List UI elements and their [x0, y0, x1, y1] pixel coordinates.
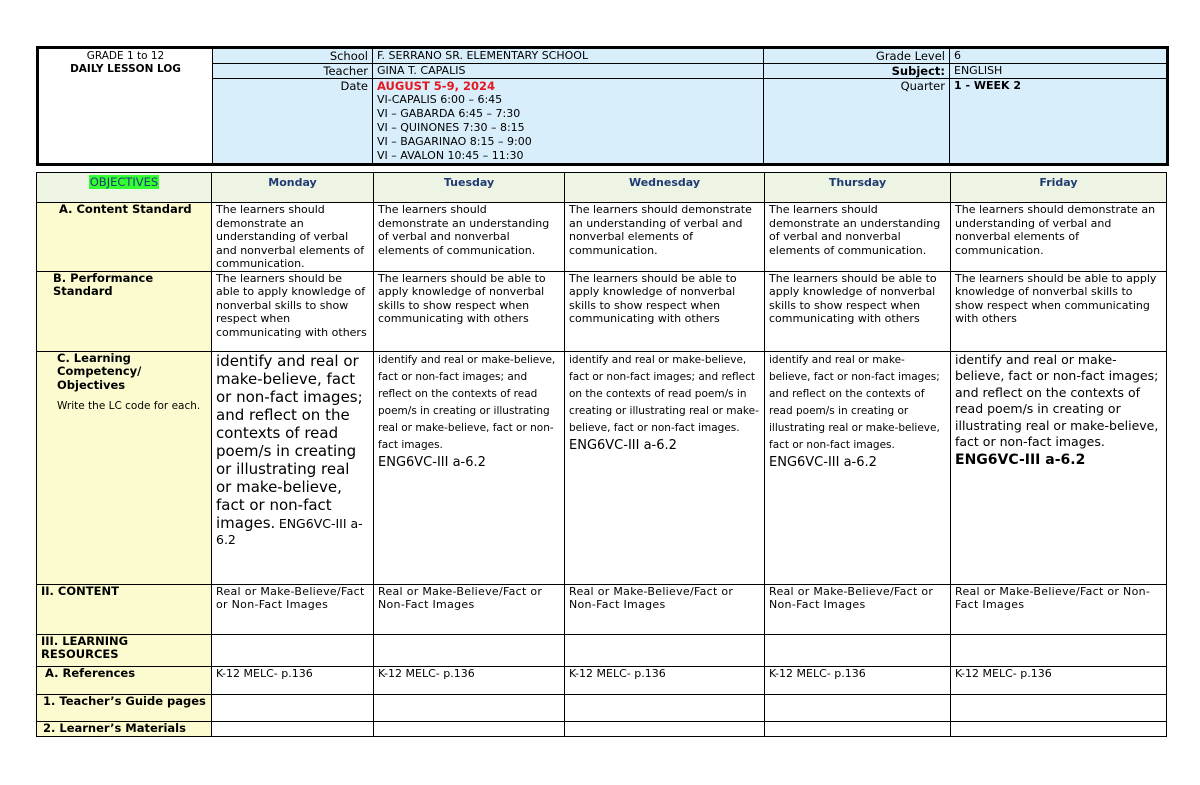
date-value: AUGUST 5-9, 2024 — [377, 79, 495, 93]
learning-resources-monday[interactable] — [212, 634, 374, 666]
learners-materials-label: 2. Learner’s Materials — [37, 721, 212, 736]
school-value[interactable]: F. SERRANO SR. ELEMENTARY SCHOOL — [373, 48, 764, 64]
competency-monday[interactable] — [212, 351, 374, 584]
competency-code: ENG6VC-III a-6.2 — [378, 454, 486, 470]
competency-friday[interactable] — [951, 351, 1167, 584]
content-standard-wednesday[interactable]: The learners should demonstrate an understanding of verbal and nonverbal elements of communication. — [565, 203, 765, 272]
lesson-grid — [36, 172, 1167, 737]
objectives-label: OBJECTIVES — [89, 175, 159, 189]
references-wednesday[interactable]: K-12 MELC- p.136 — [565, 666, 765, 694]
quarter-value[interactable]: 1 - WEEK 2 — [950, 79, 1168, 165]
schedule-line: VI-CAPALIS 6:00 – 6:45 — [377, 93, 503, 106]
performance-standard-label: B. Performance Standard — [37, 271, 212, 351]
references-monday[interactable]: K-12 MELC- p.136 — [212, 666, 374, 694]
competency-text: identify and real or make-believe, fact or non-fact images; and reflect on the contexts of read poem/s in creating or illustrating real or make-believe, fact or non-fact images. — [378, 353, 556, 451]
date-cell[interactable] — [373, 79, 764, 165]
competency-text: identify and real or make-believe, fact or non-fact images; and reflect on the contexts of read poem/s in creating or illustrating real or make-believe, fact or non-fact images. — [569, 353, 759, 434]
day-thursday: Thursday — [765, 173, 951, 203]
competency-label: C. Learning Competency/ Objectives — [57, 351, 142, 392]
teachers-guide-tuesday[interactable] — [374, 694, 565, 721]
schedule-line: VI – AVALON 10:45 – 11:30 — [377, 149, 524, 162]
learning-resources-tuesday[interactable] — [374, 634, 565, 666]
day-monday: Monday — [212, 173, 374, 203]
learners-materials-tuesday[interactable] — [374, 721, 565, 736]
competency-code: ENG6VC-III a-6.2 — [955, 451, 1086, 468]
content-label: II. CONTENT — [37, 584, 212, 634]
references-friday[interactable]: K-12 MELC- p.136 — [951, 666, 1167, 694]
teachers-guide-wednesday[interactable] — [565, 694, 765, 721]
competency-text: identify and real or make-believe, fact or non-fact images; and reflect on the contexts of read poem/s in creating or illustrating real or make-believe, fact or non-fact images. — [216, 351, 363, 532]
content-standard-thursday[interactable]: The learners should demonstrate an understanding of verbal and nonverbal elements of communication. — [765, 203, 951, 272]
competency-wednesday[interactable] — [565, 351, 765, 584]
log-title-cell — [38, 48, 213, 165]
grade-level-value[interactable]: 6 — [950, 48, 1168, 64]
content-monday[interactable]: Real or Make-Believe/Fact or Non-Fact Images — [212, 584, 374, 634]
learners-materials-wednesday[interactable] — [565, 721, 765, 736]
learners-materials-friday[interactable] — [951, 721, 1167, 736]
competency-code: ENG6VC-III a-6.2 — [569, 437, 677, 453]
learning-resources-wednesday[interactable] — [565, 634, 765, 666]
performance-standard-wednesday[interactable]: The learners should be able to apply knowledge of nonverbal skills to show respect when communicating with others — [565, 271, 765, 351]
subject-label: Subject: — [764, 64, 950, 79]
grade-range: GRADE 1 to 12 — [86, 50, 165, 62]
performance-standard-thursday[interactable]: The learners should be able to apply knowledge of nonverbal skills to show respect when communicating with others — [765, 271, 951, 351]
references-label: A. References — [37, 666, 212, 694]
learning-resources-thursday[interactable] — [765, 634, 951, 666]
competency-tuesday[interactable] — [374, 351, 565, 584]
competency-code: ENG6VC-III a-6.2 — [769, 454, 877, 470]
day-friday: Friday — [951, 173, 1167, 203]
content-standard-label: A. Content Standard — [37, 203, 212, 272]
grade-level-label: Grade Level — [764, 48, 950, 64]
learning-resources-label: III. LEARNING RESOURCES — [37, 634, 212, 666]
competency-note: Write the LC code for each. — [57, 400, 201, 412]
date-label: Date — [213, 79, 373, 165]
learners-materials-thursday[interactable] — [765, 721, 951, 736]
competency-code: ENG6VC-III a-6.2 — [216, 515, 363, 547]
references-tuesday[interactable]: K-12 MELC- p.136 — [374, 666, 565, 694]
content-tuesday[interactable]: Real or Make-Believe/Fact or Non-Fact Images — [374, 584, 565, 634]
teachers-guide-friday[interactable] — [951, 694, 1167, 721]
teachers-guide-monday[interactable] — [212, 694, 374, 721]
content-standard-tuesday[interactable]: The learners should demonstrate an understanding of verbal and nonverbal elements of communication. — [374, 203, 565, 272]
competency-text: identify and real or make-believe, fact or non-fact images; and reflect on the contexts of read poem/s in creating or illustrating real or make-believe, fact or non-fact images. — [955, 351, 1159, 449]
day-tuesday: Tuesday — [374, 173, 565, 203]
performance-standard-tuesday[interactable]: The learners should be able to apply knowledge of nonverbal skills to show respect when communicating with others — [374, 271, 565, 351]
objectives-header — [37, 173, 212, 203]
learning-resources-friday[interactable] — [951, 634, 1167, 666]
schedule-line: VI – BAGARINAO 8:15 – 9:00 — [377, 135, 532, 148]
references-thursday[interactable]: K-12 MELC- p.136 — [765, 666, 951, 694]
teachers-guide-thursday[interactable] — [765, 694, 951, 721]
schedule-line: VI – GABARDA 6:45 – 7:30 — [377, 107, 521, 120]
competency-thursday[interactable] — [765, 351, 951, 584]
teachers-guide-label: 1. Teacher’s Guide pages — [37, 694, 212, 721]
school-label: School — [213, 48, 373, 64]
learners-materials-monday[interactable] — [212, 721, 374, 736]
daily-lesson-log — [36, 46, 1166, 737]
performance-standard-monday[interactable]: The learners should be able to apply knowledge of nonverbal skills to show respect when communicating with others — [212, 271, 374, 351]
content-friday[interactable]: Real or Make-Believe/Fact or Non-Fact Images — [951, 584, 1167, 634]
schedule-line: VI – QUINONES 7:30 – 8:15 — [377, 121, 525, 134]
performance-standard-friday[interactable]: The learners should be able to apply knowledge of nonverbal skills to show respect when communicating with others — [951, 271, 1167, 351]
content-thursday[interactable]: Real or Make-Believe/Fact or Non-Fact Images — [765, 584, 951, 634]
competency-label-cell — [37, 351, 212, 584]
day-wednesday: Wednesday — [565, 173, 765, 203]
content-standard-friday[interactable]: The learners should demonstrate an understanding of verbal and nonverbal elements of communication. — [951, 203, 1167, 272]
teacher-value[interactable]: GINA T. CAPALIS — [373, 64, 764, 79]
competency-text: identify and real or make-believe, fact or non-fact images; and reflect on the contexts of read poem/s in creating or illustrating real or make-believe, fact or non-fact images. — [769, 353, 940, 451]
content-wednesday[interactable]: Real or Make-Believe/Fact or Non-Fact Images — [565, 584, 765, 634]
subject-value[interactable]: ENGLISH — [950, 64, 1168, 79]
log-title: DAILY LESSON LOG — [70, 63, 181, 75]
content-standard-monday[interactable]: The learners should demonstrate an understanding of verbal and nonverbal elements of communication. — [212, 203, 374, 272]
header-table — [36, 46, 1169, 166]
teacher-label: Teacher — [213, 64, 373, 79]
quarter-label: Quarter — [764, 79, 950, 165]
